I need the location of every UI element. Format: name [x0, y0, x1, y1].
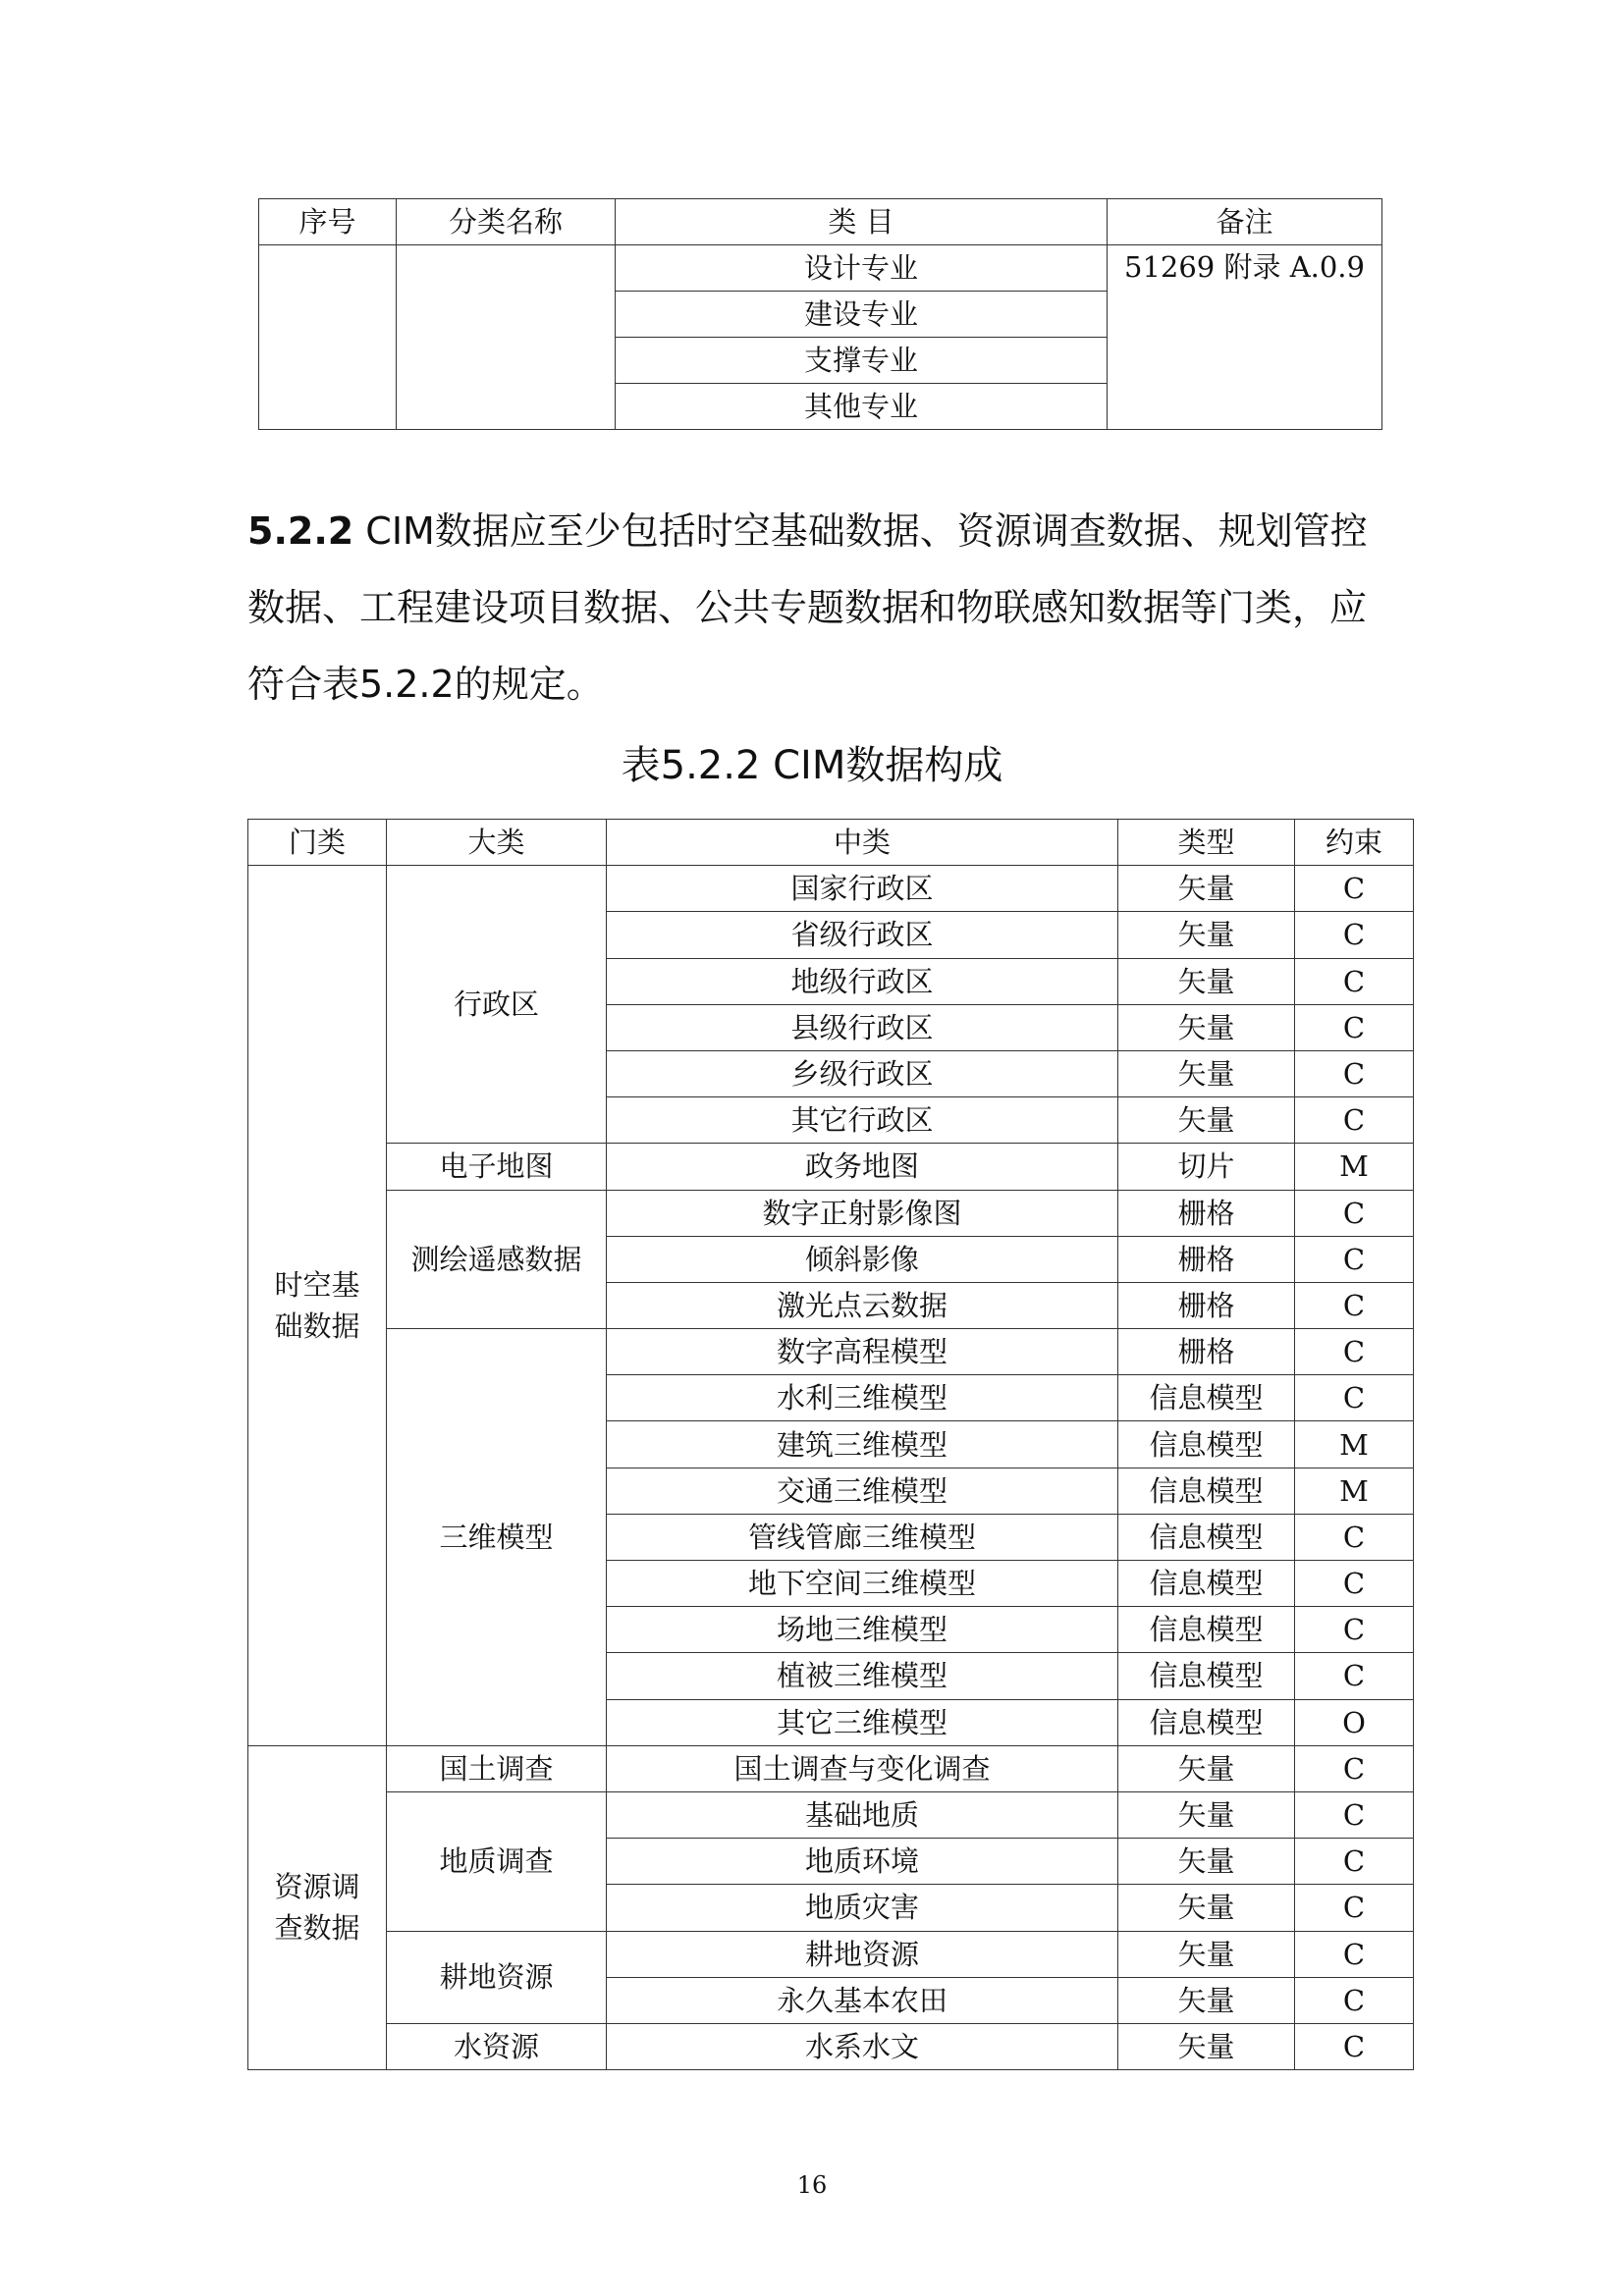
table-row — [248, 1791, 1414, 1838]
constraint-cell: C — [1295, 1791, 1414, 1838]
constraint-cell: C — [1295, 1977, 1414, 2023]
minor-class-cell: 地质灾害 — [607, 1885, 1118, 1931]
type-cell: 矢量 — [1118, 866, 1295, 912]
constraint-cell: C — [1295, 1282, 1414, 1328]
item-cell: 其他专业 — [616, 384, 1108, 430]
empty-cell — [259, 245, 397, 430]
type-cell: 栅格 — [1118, 1236, 1295, 1282]
constraint-cell: M — [1295, 1468, 1414, 1514]
major-class-cell: 水资源 — [387, 2023, 607, 2069]
minor-class-cell: 政务地图 — [607, 1144, 1118, 1190]
table-row — [259, 245, 1382, 292]
note-cell: 51269 附录 A.0.9 — [1108, 245, 1382, 430]
type-cell: 矢量 — [1118, 1745, 1295, 1791]
category-cell: 时空基础数据 — [248, 866, 387, 1746]
major-class-cell: 地质调查 — [387, 1791, 607, 1931]
constraint-cell: C — [1295, 1745, 1414, 1791]
major-class-cell: 行政区 — [387, 866, 607, 1144]
type-cell: 栅格 — [1118, 1329, 1295, 1375]
minor-class-cell: 激光点云数据 — [607, 1282, 1118, 1328]
table-row — [248, 1144, 1414, 1190]
item-cell: 设计专业 — [616, 245, 1108, 292]
column-header: 类 目 — [616, 199, 1108, 245]
item-cell: 支撑专业 — [616, 338, 1108, 384]
type-cell: 矢量 — [1118, 1977, 1295, 2023]
constraint-cell: M — [1295, 1144, 1414, 1190]
type-cell: 信息模型 — [1118, 1607, 1295, 1653]
minor-class-cell: 乡级行政区 — [607, 1050, 1118, 1096]
type-cell: 矢量 — [1118, 912, 1295, 958]
type-cell: 矢量 — [1118, 1791, 1295, 1838]
constraint-cell: C — [1295, 1561, 1414, 1607]
minor-class-cell: 场地三维模型 — [607, 1607, 1118, 1653]
column-header: 类型 — [1118, 820, 1295, 866]
major-class-cell: 国土调查 — [387, 1745, 607, 1791]
constraint-cell: C — [1295, 1097, 1414, 1144]
minor-class-cell: 县级行政区 — [607, 1004, 1118, 1050]
type-cell: 矢量 — [1118, 1885, 1295, 1931]
constraint-cell: C — [1295, 912, 1414, 958]
constraint-cell: C — [1295, 1653, 1414, 1699]
constraint-cell: C — [1295, 1885, 1414, 1931]
minor-class-cell: 耕地资源 — [607, 1931, 1118, 1977]
major-class-cell: 测绘遥感数据 — [387, 1190, 607, 1329]
constraint-cell: C — [1295, 2023, 1414, 2069]
constraint-cell: C — [1295, 1607, 1414, 1653]
constraint-cell: C — [1295, 1839, 1414, 1885]
page-number: 16 — [796, 2171, 828, 2199]
constraint-cell: M — [1295, 1421, 1414, 1468]
type-cell: 矢量 — [1118, 1931, 1295, 1977]
type-cell: 矢量 — [1118, 1097, 1295, 1144]
column-header: 分类名称 — [397, 199, 616, 245]
constraint-cell: C — [1295, 1190, 1414, 1236]
table-header-row — [259, 199, 1382, 245]
constraint-cell: C — [1295, 1375, 1414, 1421]
minor-class-cell: 永久基本农田 — [607, 1977, 1118, 2023]
column-header: 备注 — [1108, 199, 1382, 245]
type-cell: 信息模型 — [1118, 1653, 1295, 1699]
clause-number: 5.2.2 — [247, 509, 354, 553]
minor-class-cell: 水利三维模型 — [607, 1375, 1118, 1421]
table-row — [248, 2023, 1414, 2069]
minor-class-cell: 数字正射影像图 — [607, 1190, 1118, 1236]
constraint-cell: C — [1295, 1050, 1414, 1096]
type-cell: 信息模型 — [1118, 1514, 1295, 1560]
table-row — [248, 866, 1414, 912]
type-cell: 信息模型 — [1118, 1699, 1295, 1745]
table-row — [248, 1190, 1414, 1236]
column-header: 大类 — [387, 820, 607, 866]
constraint-cell: C — [1295, 1236, 1414, 1282]
top-table — [258, 198, 1382, 430]
item-cell: 建设专业 — [616, 292, 1108, 338]
column-header: 约束 — [1295, 820, 1414, 866]
table-header-row — [248, 820, 1414, 866]
type-cell: 信息模型 — [1118, 1561, 1295, 1607]
minor-class-cell: 地下空间三维模型 — [607, 1561, 1118, 1607]
clause-text: CIM数据应至少包括时空基础数据、资源调查数据、规划管控数据、工程建设项目数据、公共专题数据和物联感知数据等门类，应符合表5.2.2的规定。 — [247, 509, 1368, 706]
minor-class-cell: 国土调查与变化调查 — [607, 1745, 1118, 1791]
type-cell: 信息模型 — [1118, 1468, 1295, 1514]
table-row — [248, 1329, 1414, 1375]
table-row — [248, 1931, 1414, 1977]
type-cell: 矢量 — [1118, 2023, 1295, 2069]
constraint-cell: C — [1295, 958, 1414, 1004]
type-cell: 切片 — [1118, 1144, 1295, 1190]
minor-class-cell: 地质环境 — [607, 1839, 1118, 1885]
minor-class-cell: 建筑三维模型 — [607, 1421, 1118, 1468]
empty-cell — [397, 245, 616, 430]
column-header: 门类 — [248, 820, 387, 866]
major-class-cell: 三维模型 — [387, 1329, 607, 1746]
minor-class-cell: 倾斜影像 — [607, 1236, 1118, 1282]
constraint-cell: C — [1295, 1004, 1414, 1050]
column-header: 中类 — [607, 820, 1118, 866]
type-cell: 信息模型 — [1118, 1421, 1295, 1468]
minor-class-cell: 管线管廊三维模型 — [607, 1514, 1118, 1560]
minor-class-cell: 地级行政区 — [607, 958, 1118, 1004]
category-cell: 资源调查数据 — [248, 1745, 387, 2069]
constraint-cell: C — [1295, 1514, 1414, 1560]
type-cell: 矢量 — [1118, 1004, 1295, 1050]
minor-class-cell: 植被三维模型 — [607, 1653, 1118, 1699]
minor-class-cell: 省级行政区 — [607, 912, 1118, 958]
table-title: 表5.2.2 CIM数据构成 — [621, 743, 1003, 788]
major-class-cell: 电子地图 — [387, 1144, 607, 1190]
minor-class-cell: 国家行政区 — [607, 866, 1118, 912]
column-header: 序号 — [259, 199, 397, 245]
minor-class-cell: 其它行政区 — [607, 1097, 1118, 1144]
type-cell: 栅格 — [1118, 1282, 1295, 1328]
table-row — [248, 1745, 1414, 1791]
cim-data-table — [247, 819, 1414, 2070]
minor-class-cell: 水系水文 — [607, 2023, 1118, 2069]
type-cell: 栅格 — [1118, 1190, 1295, 1236]
minor-class-cell: 交通三维模型 — [607, 1468, 1118, 1514]
minor-class-cell: 基础地质 — [607, 1791, 1118, 1838]
type-cell: 矢量 — [1118, 1839, 1295, 1885]
minor-class-cell: 数字高程模型 — [607, 1329, 1118, 1375]
type-cell: 矢量 — [1118, 958, 1295, 1004]
type-cell: 信息模型 — [1118, 1375, 1295, 1421]
constraint-cell: C — [1295, 1931, 1414, 1977]
type-cell: 矢量 — [1118, 1050, 1295, 1096]
constraint-cell: O — [1295, 1699, 1414, 1745]
clause-paragraph — [247, 493, 1401, 722]
constraint-cell: C — [1295, 1329, 1414, 1375]
major-class-cell: 耕地资源 — [387, 1931, 607, 2023]
minor-class-cell: 其它三维模型 — [607, 1699, 1118, 1745]
constraint-cell: C — [1295, 866, 1414, 912]
